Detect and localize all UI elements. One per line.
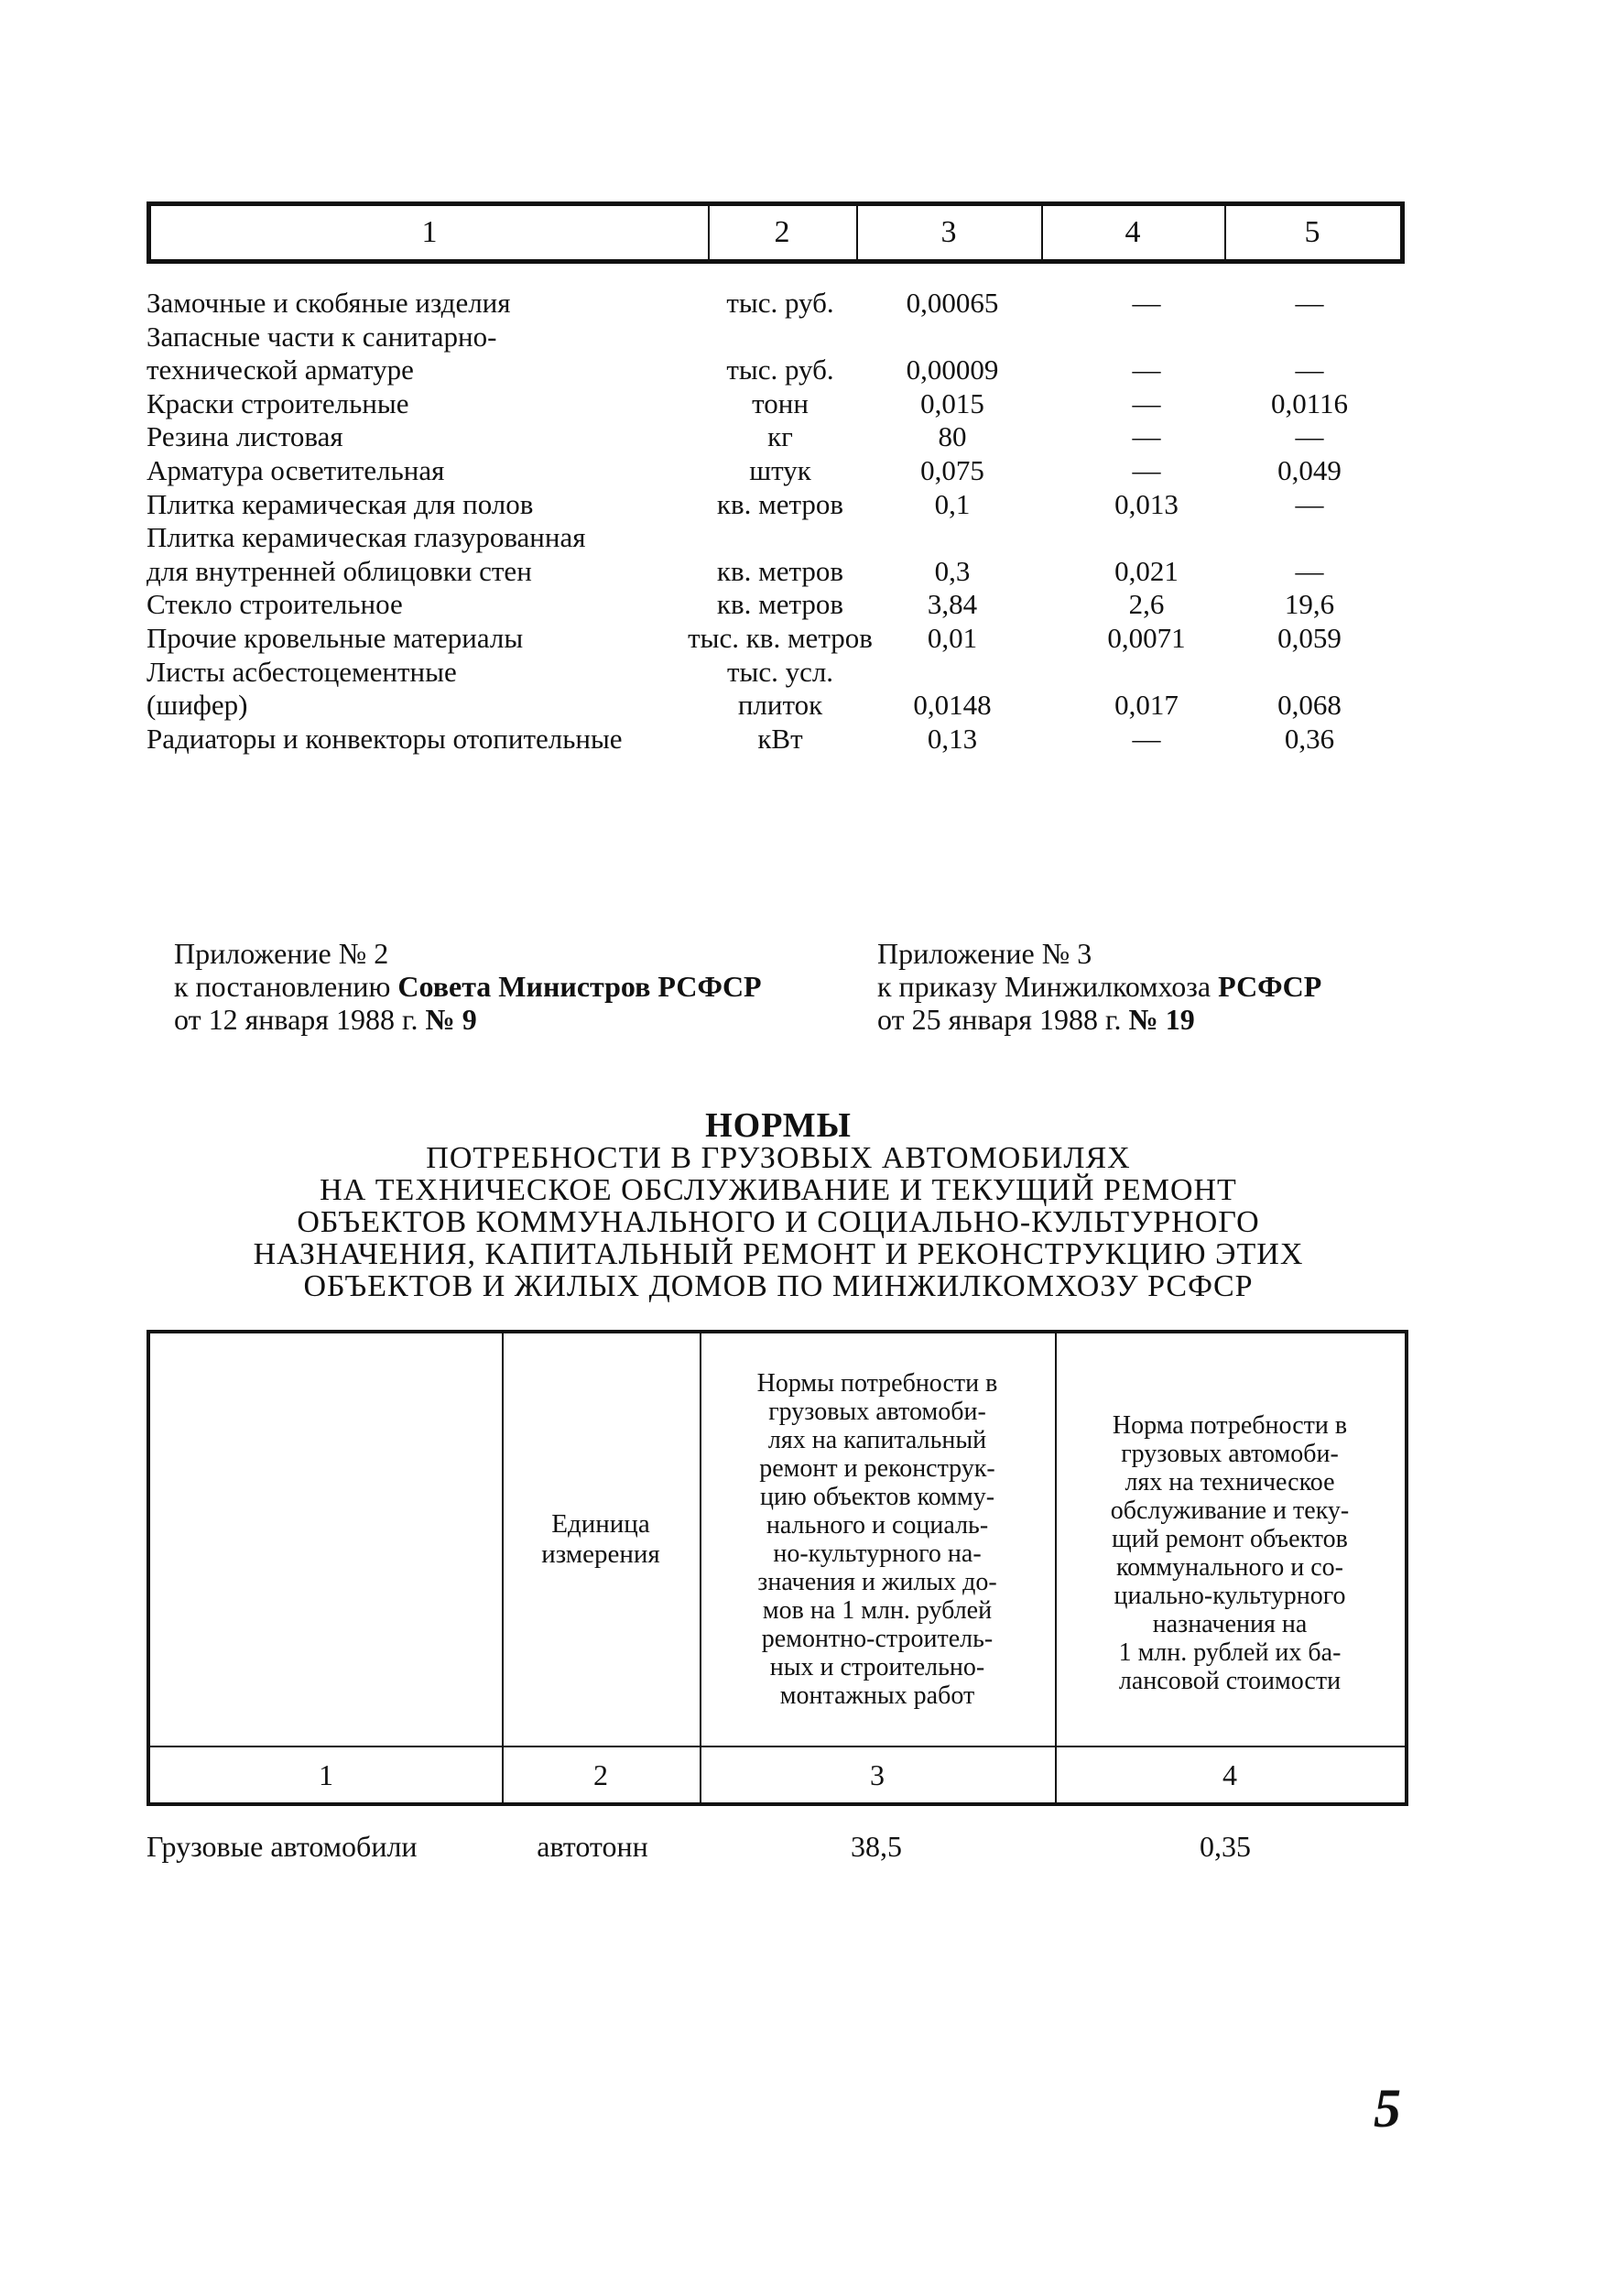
table1-header-cell-4: 4 — [1125, 215, 1141, 249]
table1-row-name: Плитка керамическая для полов — [147, 487, 534, 520]
table1-row-value-3: 80 — [938, 420, 967, 453]
table1-row-unit: кв. метров — [716, 588, 844, 621]
table2-header-cell-1 — [150, 1333, 502, 1746]
appendix-2-line2: к постановлению Совета Министров РСФСР — [174, 970, 762, 1003]
table1-row-value-3: 0,015 — [920, 386, 984, 419]
appendix-2-line3: от 12 января 1988 г. № 9 — [174, 1003, 477, 1036]
table1-row-name: Арматура осветительная — [147, 454, 445, 486]
table1-row-unit: штук — [749, 454, 811, 486]
table1-row-value-4: 2,6 — [1128, 588, 1165, 621]
table1-header-cell-2: 2 — [774, 215, 790, 249]
table1-row-value-4: — — [1132, 454, 1161, 486]
table1-row — [147, 386, 1405, 421]
table1-row — [147, 320, 1405, 354]
table1-row-value-4: 0,013 — [1114, 487, 1179, 520]
table1-row-value-5: 0,068 — [1277, 689, 1342, 722]
table1-row-value-3: 0,00065 — [906, 287, 999, 319]
table1-header-cell-3: 3 — [940, 215, 957, 249]
table2-row-unit: автотонн — [537, 1830, 648, 1863]
table1-row-unit: тыс. руб. — [726, 287, 834, 319]
table1-row-name: для внутренней облицовки стен — [147, 554, 532, 587]
table1-row-name: Прочие кровельные материалы — [147, 622, 524, 654]
appendix-3-line3: от 25 января 1988 г. № 19 — [877, 1003, 1195, 1036]
table1-row-value-4: — — [1132, 354, 1161, 386]
table1-row-value-4: 0,017 — [1114, 689, 1179, 722]
table1-row-value-3: 0,075 — [920, 454, 984, 486]
table2-row-value-4: 0,35 — [1200, 1830, 1251, 1863]
table1-row — [147, 554, 1405, 589]
table1-row-unit: кг — [767, 420, 793, 453]
title-line: НА ТЕХНИЧЕСКОЕ ОБСЛУЖИВАНИЕ И ТЕКУЩИЙ РЕМОНТ — [320, 1173, 1237, 1207]
table1-row-value-5: 19,6 — [1284, 588, 1335, 621]
table1-row-name: Запасные части к санитарно- — [147, 320, 497, 353]
table2-header-cell-2: Единица измерения — [541, 1509, 660, 1569]
table1-row-unit: тыс. усл. — [726, 655, 834, 688]
table2-col-number-1: 1 — [319, 1758, 333, 1791]
table1-row-name: Радиаторы и конвекторы отопительные — [147, 722, 623, 755]
appendix-2-line1: Приложение № 2 — [174, 937, 389, 970]
table1-row-value-3: 0,3 — [934, 554, 971, 587]
table2-header-cell-3: Нормы потребности в грузовых автомоби- лях на капитальный ремонт и реконструк- цию объектов комму- нального и социаль- но-культурного на- значения и жилых до- мов на 1 млн. рублей ремонтно-строитель- ных и строительно- монтажных работ — [756, 1369, 998, 1710]
table2-header-cell-4: Норма потребности в грузовых автомоби- лях на техническое обслуживание и теку- щий ремонт объектов коммунального и со- циально-культурного назначения на 1 млн. рублей их ба- лансовой стоимости — [1110, 1411, 1350, 1695]
table1-row-unit: плиток — [737, 689, 823, 722]
document-title — [137, 1106, 1419, 1303]
appendix-3-caption — [877, 937, 1321, 1036]
table1-row — [147, 453, 1405, 488]
table1-row-value-4: — — [1132, 287, 1161, 319]
table1-row-value-5: — — [1295, 554, 1324, 587]
title-heading: НОРМЫ — [705, 1106, 852, 1145]
table1-row-value-3: 0,01 — [927, 622, 978, 654]
table1-row — [147, 419, 1405, 454]
table1-header — [147, 201, 1405, 264]
table1-row — [147, 655, 1405, 690]
table1-row — [147, 621, 1405, 656]
appendix-3-line1: Приложение № 3 — [877, 937, 1092, 970]
table1-row-name: Листы асбестоцементные — [147, 655, 457, 688]
appendix-3-line2: к приказу Минжилкомхоза РСФСР — [877, 970, 1322, 1003]
title-line: ПОТРЕБНОСТИ В ГРУЗОВЫХ АВТОМОБИЛЯХ — [426, 1141, 1131, 1175]
table1-row — [147, 353, 1405, 387]
table1-row-unit: кВт — [757, 722, 803, 755]
table1-row-value-3: 0,1 — [934, 487, 971, 520]
table2-row-name: Грузовые автомобили — [147, 1830, 418, 1863]
table1-row-unit: кв. метров — [716, 554, 844, 587]
table1-row-value-4: — — [1132, 722, 1161, 755]
table1-row — [147, 520, 1405, 555]
table1-row-name: технической арматуре — [147, 354, 414, 386]
table1-row-value-5: — — [1295, 487, 1324, 520]
table1-row-value-3: 0,0148 — [913, 689, 992, 722]
table1-header-cell-5: 5 — [1304, 215, 1320, 249]
page-number: 5 — [1374, 2078, 1401, 2138]
table1-row-value-4: 0,021 — [1114, 554, 1179, 587]
table1-row-name: Стекло строительное — [147, 588, 403, 621]
title-line: ОБЪЕКТОВ И ЖИЛЫХ ДОМОВ ПО МИНЖИЛКОМХОЗУ РСФСР — [303, 1269, 1254, 1303]
table2-col-number-4: 4 — [1222, 1758, 1237, 1791]
table1-row — [147, 286, 1405, 321]
table1-header-cell-1: 1 — [421, 215, 438, 249]
table1-row-value-4: 0,0071 — [1107, 622, 1186, 654]
table1-row-unit: кв. метров — [716, 487, 844, 520]
table1-row-name: (шифер) — [147, 689, 248, 722]
table1-row-value-5: 0,049 — [1277, 454, 1342, 486]
table2-col-number-2: 2 — [593, 1758, 608, 1791]
table2 — [147, 1330, 1408, 1806]
table2-row — [147, 1828, 1408, 1865]
table1-row-value-5: 0,059 — [1277, 622, 1342, 654]
table1-row-value-4: — — [1132, 386, 1161, 419]
appendix-2-caption — [174, 937, 762, 1036]
table1-row-unit: тонн — [752, 386, 809, 419]
table1-row-value-3: 0,13 — [927, 722, 978, 755]
title-line: ОБЪЕКТОВ КОММУНАЛЬНОГО И СОЦИАЛЬНО-КУЛЬТУРНОГО — [297, 1205, 1260, 1239]
table2-col-number-3: 3 — [870, 1758, 885, 1791]
table1-row-unit: тыс. кв. метров — [688, 622, 873, 654]
table1-row-value-5: — — [1295, 354, 1324, 386]
table1-row-name: Плитка керамическая глазурованная — [147, 521, 586, 554]
table1-row — [147, 587, 1405, 622]
table1-row-name: Краски строительные — [147, 386, 409, 419]
table1-row-value-5: — — [1295, 420, 1324, 453]
table1-row-unit: тыс. руб. — [726, 354, 834, 386]
table1-row-value-5: 0,0116 — [1270, 386, 1349, 419]
table2-row-value-3: 38,5 — [851, 1830, 902, 1863]
table1-row-value-3: 0,00009 — [906, 354, 999, 386]
table1-row-value-3: 3,84 — [927, 588, 978, 621]
table1-row — [147, 487, 1405, 522]
table1-row — [147, 688, 1405, 723]
table1-row-value-5: 0,36 — [1284, 722, 1335, 755]
title-line: НАЗНАЧЕНИЯ, КАПИТАЛЬНЫЙ РЕМОНТ И РЕКОНСТРУКЦИЮ ЭТИХ — [253, 1237, 1304, 1271]
table1-row-value-5: — — [1295, 287, 1324, 319]
table1-row-name: Замочные и скобяные изделия — [147, 287, 511, 319]
table1-row-name: Резина листовая — [147, 420, 343, 453]
table1-row-value-4: — — [1132, 420, 1161, 453]
table1-row — [147, 722, 1405, 756]
